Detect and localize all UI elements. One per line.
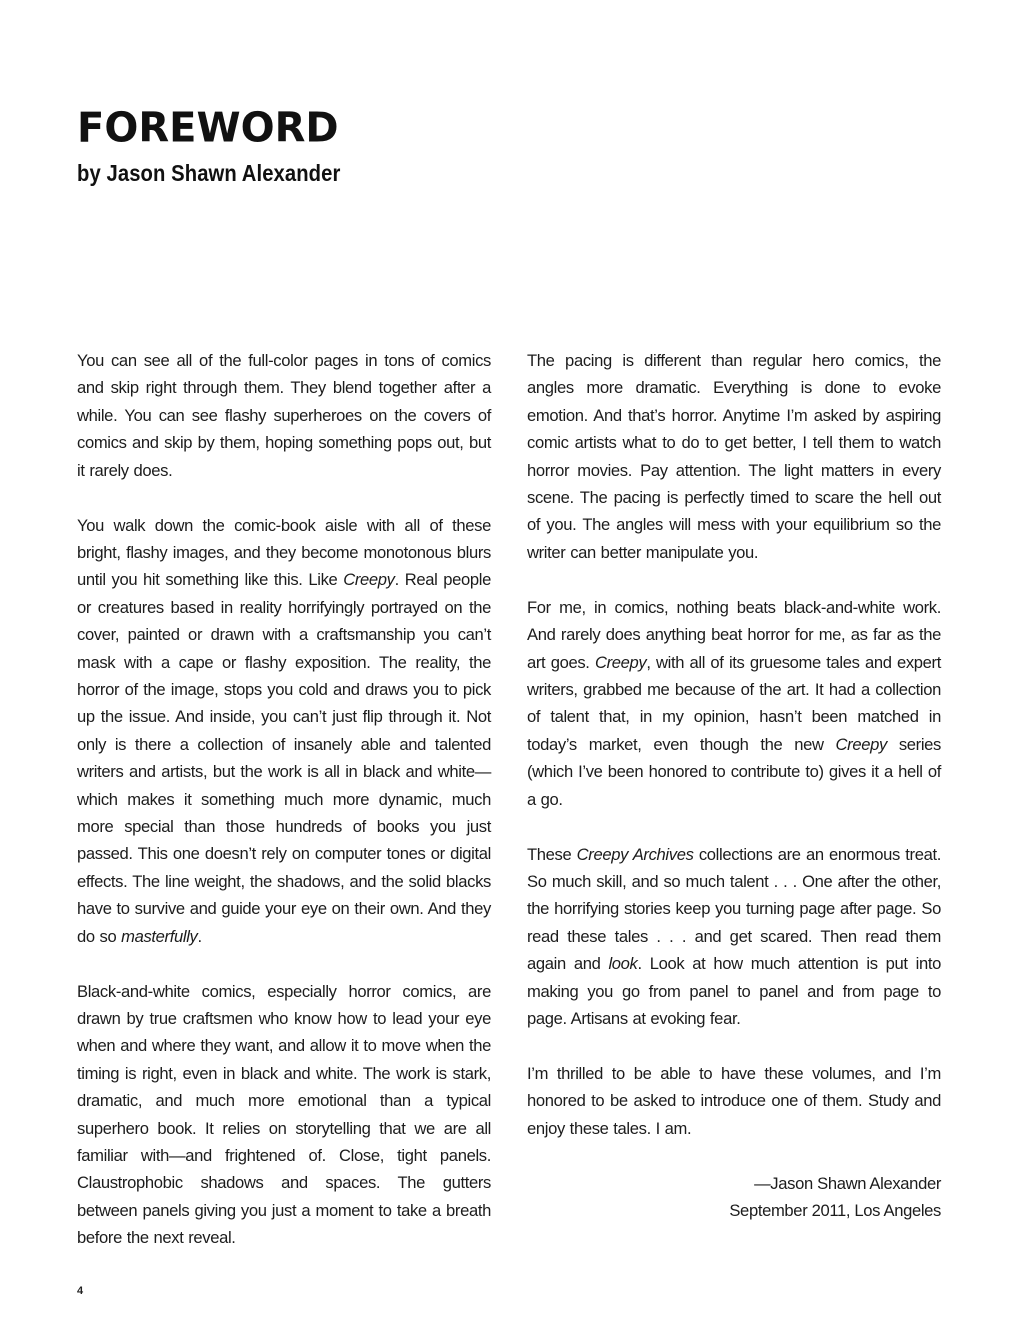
text-run: .	[197, 926, 202, 946]
page-number: 4	[77, 1285, 84, 1297]
italic-text: Creepy	[835, 734, 887, 754]
italic-text: Creepy	[594, 652, 647, 672]
signature-name: —Jason Shawn Alexander	[754, 1173, 941, 1193]
author-byline: by Jason Shawn Alexander	[77, 160, 341, 186]
italic-text: look	[608, 954, 638, 974]
text-run: collections are an enormous treat. So much skill, and so much talent . . . One after the other, the horrifying stories keep you turning page after page. So read these tales . . . and get scared. Then read them again and	[527, 844, 941, 974]
italic-text: Creepy Archives	[576, 844, 694, 864]
text-run: For me, in comics, nothing beats black-and-white work. And rarely does anything beat horror for me, as far as the art goes.	[527, 597, 941, 672]
text-run: series (which I’ve been honored to contribute to) gives it a hell of a go.	[527, 734, 941, 809]
signature-block	[527, 1170, 941, 1225]
text-run: . Look at how much attention is put into making you go from panel to panel and from page to page. Artisans at evoking fear.	[527, 954, 941, 1028]
text-run: , with all of its gruesome tales and expert writers, grabbed me because of the art. It had a collection of talent that, in my opinion, hasn’t been matched in today’s market, even though the new	[527, 652, 941, 754]
paragraph	[527, 1060, 941, 1142]
paragraph	[77, 978, 491, 1252]
paragraph	[77, 512, 491, 951]
text-run: I’m thrilled to be able to have these volumes, and I’m honored to be asked to introduce one of them. Study and enjoy these tales. I am.	[527, 1063, 941, 1138]
text-run: . Real people or creatures based in reality horrifyingly portrayed on the cover, painted or drawn with a craftsmanship you can’t mask with a cape or flashy exposition. The reality, the horror of the image, stops you cold and draws you to pick up the issue. And inside, you can’t just flip through it. Not only is there a collection of insanely able and talented writers and artists, but the work is all in black and white—which makes it something much more dynamic, much more special than those hundreds of books you just passed. This one doesn’t rely on computer tones or digital effects. The line weight, the shadows, and the solid blacks have to survive and guide your eye on their own. And they do so	[77, 570, 491, 946]
paragraph	[77, 347, 491, 484]
left-text-column	[77, 347, 491, 1279]
right-text-column	[527, 347, 941, 1224]
italic-text: masterfully	[121, 926, 198, 946]
page-title: FOREWORD	[77, 104, 339, 152]
text-run: These	[527, 844, 577, 864]
italic-text: Creepy	[343, 570, 395, 590]
text-run: You walk down the comic-book aisle with all of these bright, flashy images, and they become monotonous blurs until you hit something like this. Like	[77, 515, 491, 590]
paragraph	[527, 594, 941, 813]
signature-date-place: September 2011, Los Angeles	[729, 1200, 941, 1220]
paragraph	[527, 347, 941, 566]
text-run: You can see all of the full-color pages in tons of comics and skip right through them. They blend together after a while. You can see flashy superheroes on the covers of comics and skip by them, hoping something pops out, but it rarely does.	[77, 351, 491, 480]
paragraph	[527, 841, 941, 1033]
text-run: Black-and-white comics, especially horror comics, are drawn by true craftsmen who know how to lead your eye when and where they want, and allow it to move when the timing is right, even in black and white. The work is stark, dramatic, and much more emotional than a typical superhero book. It relies on storytelling that we are all familiar with—and frightened of. Close, tight panels. Claustrophobic shadows and spaces. The gutters between panels giving you just a moment to take a breath before the next reveal.	[77, 981, 491, 1248]
text-run: The pacing is different than regular hero comics, the angles more dramatic. Everything is done to evoke emotion. And that’s horror. Anytime I’m asked by aspiring comic artists what to do to get better, I tell them to watch horror movies. Pay attention. The light matters in every scene. The pacing is perfectly timed to scare the hell out of you. The angles will mess with your equilibrium so the writer can better manipulate you.	[527, 351, 941, 562]
